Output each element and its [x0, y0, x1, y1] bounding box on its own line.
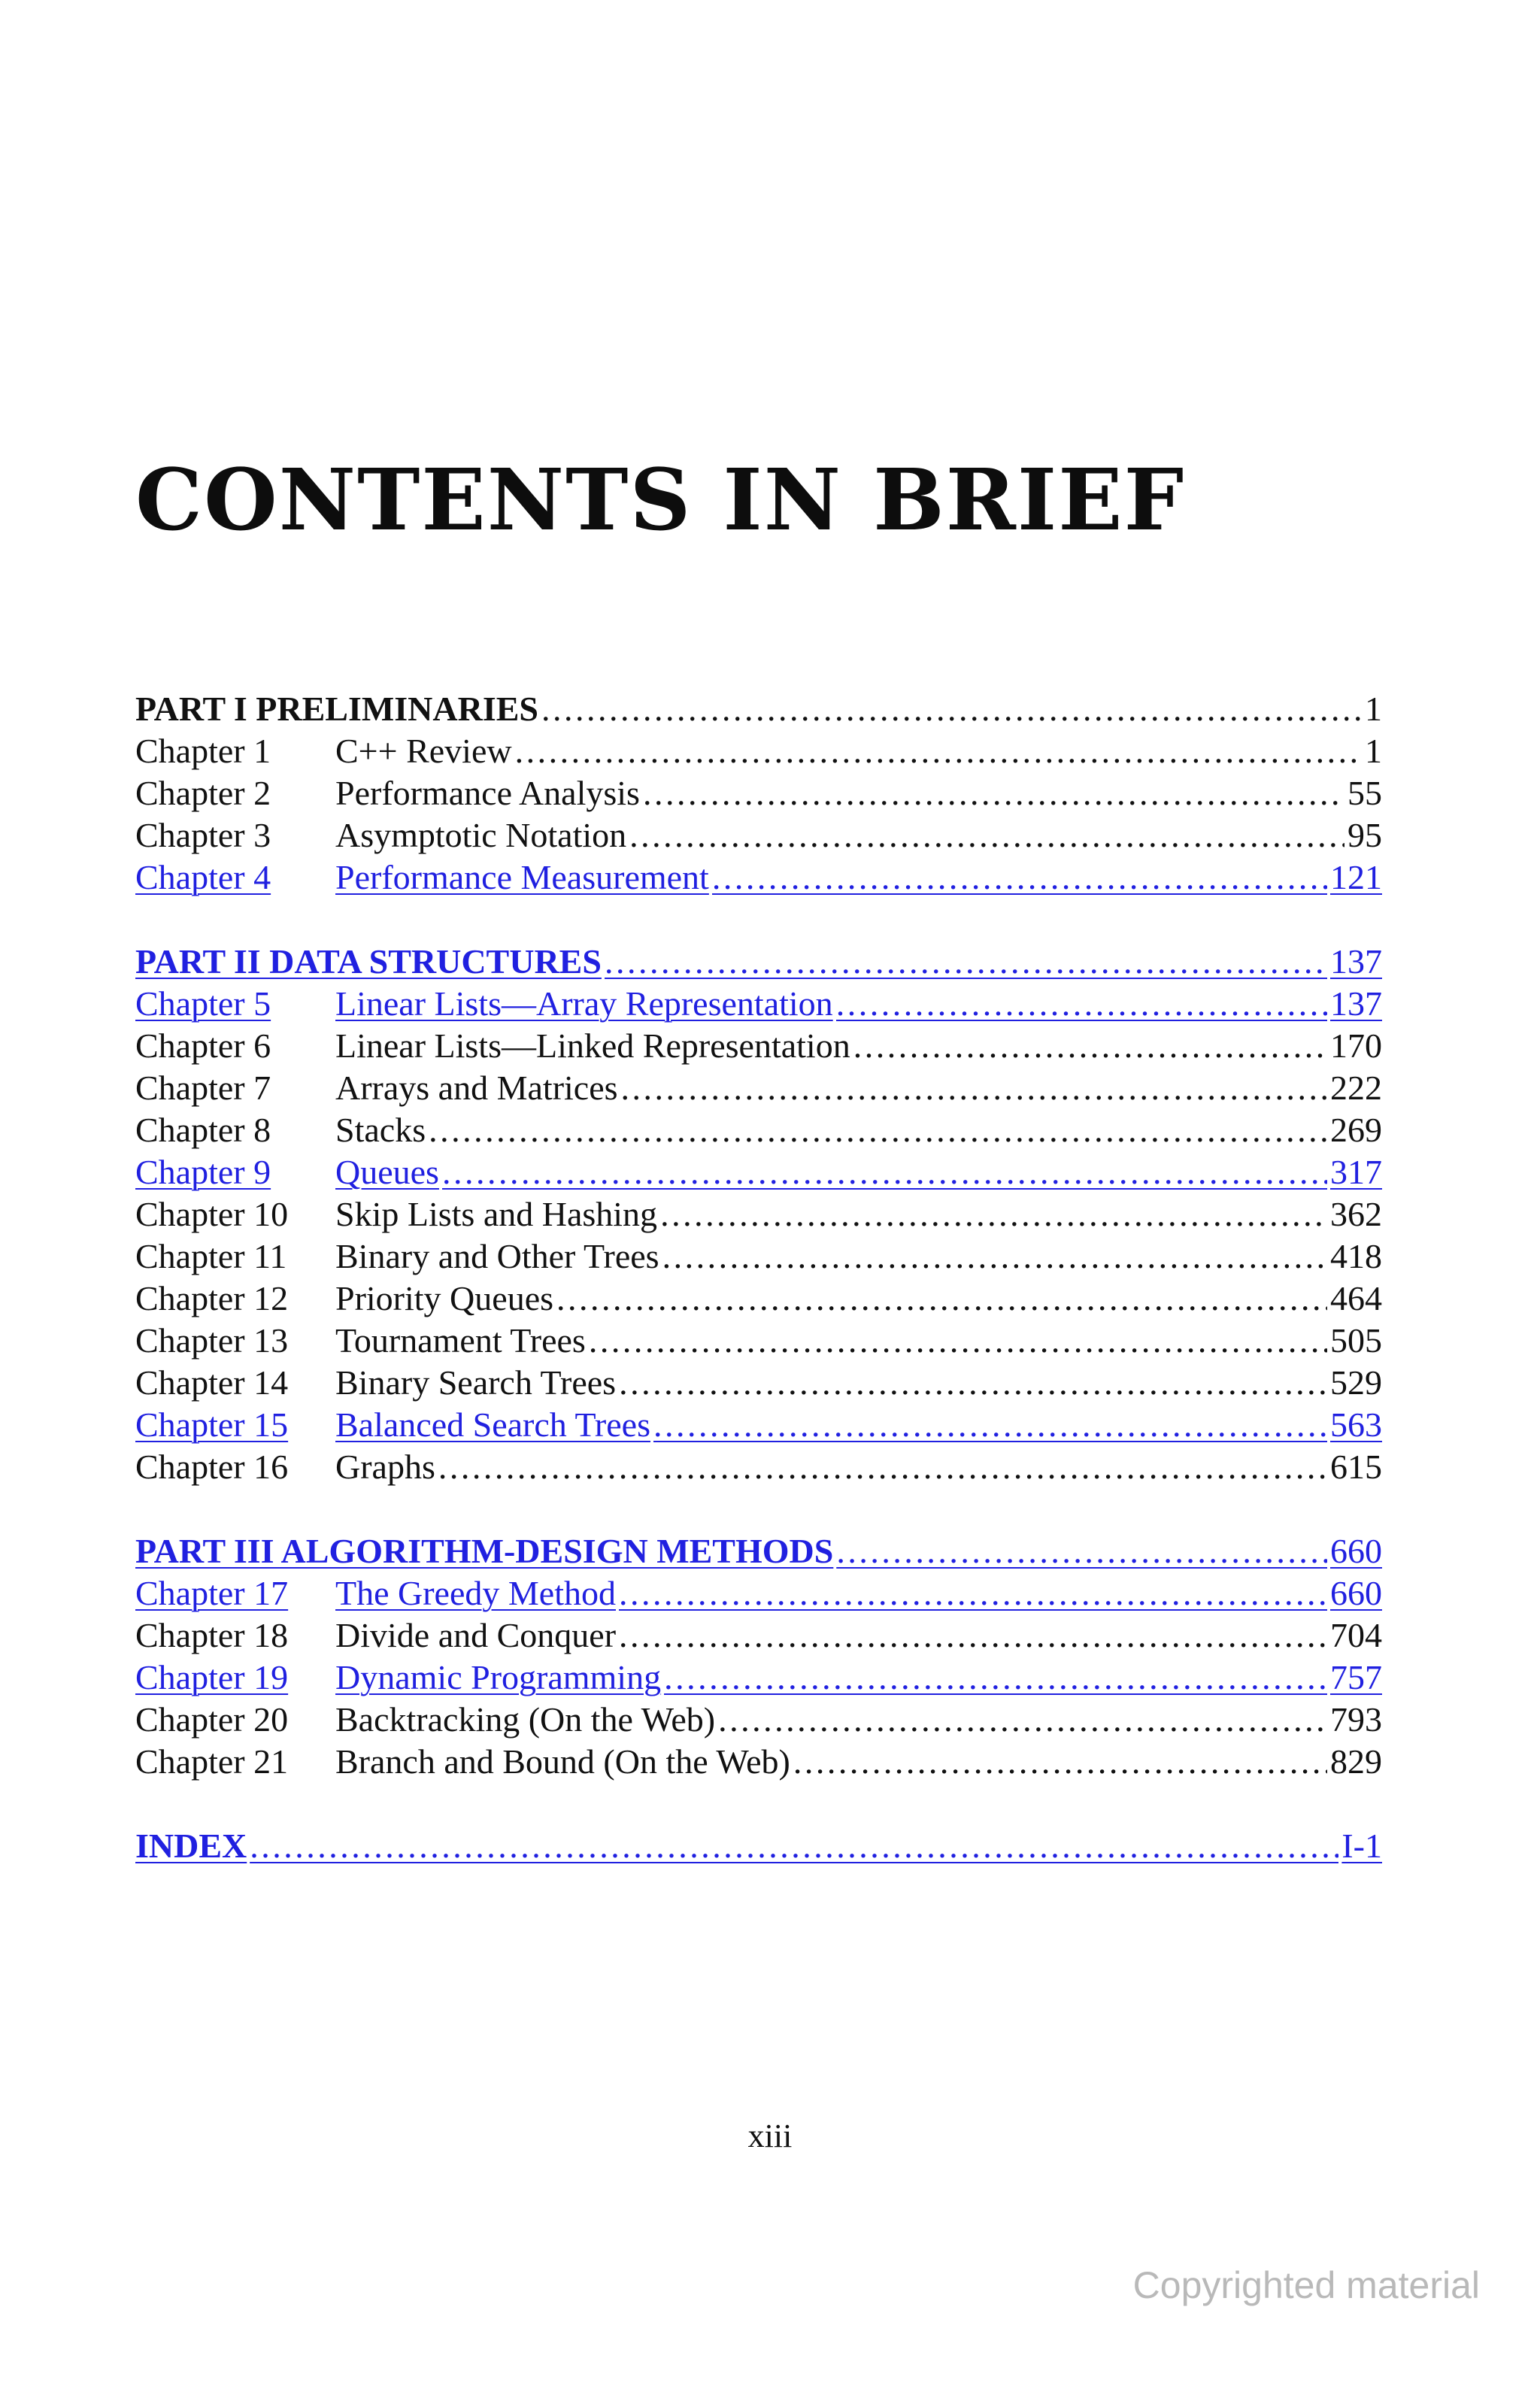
- toc-chapter-entry: [135, 1446, 1382, 1488]
- chapter-number: Chapter 16: [135, 1448, 289, 1486]
- chapter-title: Dynamic Programming: [335, 1658, 662, 1696]
- chapter-title: Asymptotic Notation: [335, 816, 627, 854]
- toc-section: [135, 1825, 1382, 1867]
- dot-leader: [853, 1025, 1327, 1067]
- toc-chapter-entry: [135, 1109, 1382, 1151]
- toc-chapter-entry[interactable]: [135, 1404, 1382, 1446]
- dot-leader: [660, 1193, 1327, 1235]
- dot-leader: [619, 1614, 1327, 1657]
- page-number-ref: I-1: [1341, 1827, 1382, 1865]
- page-number-ref: 660: [1330, 1532, 1382, 1570]
- toc-chapter-entry: [135, 1235, 1382, 1278]
- toc-chapter-entry: [135, 814, 1382, 856]
- toc-part-entry[interactable]: [135, 1530, 1382, 1572]
- dot-leader: [621, 1067, 1327, 1109]
- chapter-title: Arrays and Matrices: [335, 1069, 618, 1107]
- page-number: xiii: [747, 2118, 793, 2154]
- toc-part-entry: [135, 688, 1382, 730]
- page-number-ref: 55: [1348, 774, 1382, 812]
- chapter-title: Skip Lists and Hashing: [335, 1195, 658, 1233]
- chapter-title: Queues: [335, 1153, 439, 1191]
- chapter-number: Chapter 13: [135, 1321, 289, 1360]
- dot-leader: [836, 983, 1327, 1025]
- toc-part-entry[interactable]: [135, 1825, 1382, 1867]
- dot-leader: [662, 1235, 1327, 1278]
- chapter-number: Chapter 9: [135, 1153, 271, 1191]
- page-number-ref: 137: [1330, 984, 1382, 1023]
- chapter-title: The Greedy Method: [335, 1574, 616, 1612]
- table-of-contents: [135, 688, 1382, 1867]
- copyright-watermark: Copyrighted material: [1132, 2264, 1480, 2306]
- dot-leader: [438, 1446, 1327, 1488]
- chapter-number: Chapter 4: [135, 858, 271, 896]
- chapter-number: Chapter 15: [135, 1405, 289, 1444]
- dot-leader: [589, 1320, 1327, 1362]
- page-number-ref: 137: [1330, 942, 1382, 981]
- dot-leader: [653, 1404, 1327, 1446]
- chapter-number: Chapter 6: [135, 1026, 271, 1065]
- dot-leader: [429, 1109, 1327, 1151]
- page-number-ref: 222: [1330, 1069, 1382, 1107]
- chapter-title: Backtracking (On the Web): [335, 1700, 716, 1739]
- dot-leader: [442, 1151, 1327, 1193]
- dot-leader: [836, 1530, 1327, 1572]
- dot-leader: [541, 688, 1362, 730]
- chapter-number: Chapter 20: [135, 1700, 289, 1739]
- chapter-number: Chapter 5: [135, 984, 271, 1023]
- dot-leader: [556, 1278, 1327, 1320]
- part-title: PART I PRELIMINARIES: [135, 690, 538, 728]
- chapter-title: Linear Lists—Linked Representation: [335, 1026, 850, 1065]
- page-number-ref: 615: [1330, 1448, 1382, 1486]
- dot-leader: [515, 730, 1362, 772]
- page-number-ref: 362: [1330, 1195, 1382, 1233]
- page-number-ref: 95: [1348, 816, 1382, 854]
- chapter-title: Branch and Bound (On the Web): [335, 1742, 790, 1781]
- dot-leader: [250, 1825, 1338, 1867]
- chapter-title: Binary and Other Trees: [335, 1237, 659, 1275]
- part-title: PART II DATA STRUCTURES: [135, 942, 602, 981]
- dot-leader: [643, 772, 1344, 814]
- chapter-number: Chapter 2: [135, 774, 271, 812]
- page-number-ref: 464: [1330, 1279, 1382, 1317]
- chapter-number: Chapter 21: [135, 1742, 289, 1781]
- page-number-ref: 505: [1330, 1321, 1382, 1360]
- dot-leader: [793, 1741, 1327, 1783]
- chapter-title: Performance Analysis: [335, 774, 640, 812]
- page-number-ref: 1: [1365, 732, 1382, 770]
- chapter-number: Chapter 19: [135, 1658, 289, 1696]
- chapter-number: Chapter 1: [135, 732, 271, 770]
- dot-leader: [605, 941, 1327, 983]
- toc-chapter-entry: [135, 730, 1382, 772]
- dot-leader: [712, 856, 1327, 899]
- chapter-number: Chapter 3: [135, 816, 271, 854]
- chapter-number: Chapter 8: [135, 1111, 271, 1149]
- chapter-title: Divide and Conquer: [335, 1616, 617, 1654]
- toc-section: [135, 1530, 1382, 1783]
- chapter-title: C++ Review: [335, 732, 512, 770]
- chapter-title: Linear Lists—Array Representation: [335, 984, 833, 1023]
- part-title: PART III ALGORITHM-DESIGN METHODS: [135, 1532, 834, 1570]
- chapter-title: Balanced Search Trees: [335, 1405, 650, 1444]
- toc-chapter-entry[interactable]: [135, 1151, 1382, 1193]
- toc-part-entry[interactable]: [135, 941, 1382, 983]
- toc-chapter-entry[interactable]: [135, 1572, 1382, 1614]
- page-number-ref: 829: [1330, 1742, 1382, 1781]
- toc-chapter-entry: [135, 1025, 1382, 1067]
- page-number-ref: 704: [1330, 1616, 1382, 1654]
- dot-leader: [718, 1699, 1327, 1741]
- page-number-ref: 269: [1330, 1111, 1382, 1149]
- toc-chapter-entry[interactable]: [135, 856, 1382, 899]
- chapter-number: Chapter 7: [135, 1069, 271, 1107]
- page-number-ref: 1: [1365, 690, 1382, 728]
- chapter-number: Chapter 10: [135, 1195, 289, 1233]
- page-number-ref: 121: [1330, 858, 1382, 896]
- chapter-number: Chapter 12: [135, 1279, 289, 1317]
- toc-chapter-entry: [135, 1614, 1382, 1657]
- chapter-number: Chapter 18: [135, 1616, 289, 1654]
- chapter-title: Stacks: [335, 1111, 426, 1149]
- dot-leader: [664, 1657, 1327, 1699]
- page-number-ref: 170: [1330, 1026, 1382, 1065]
- dot-leader: [629, 814, 1344, 856]
- toc-chapter-entry: [135, 1320, 1382, 1362]
- page-number-ref: 563: [1330, 1405, 1382, 1444]
- page-title: CONTENTS IN BRIEF: [135, 451, 1186, 550]
- chapter-number: Chapter 14: [135, 1363, 289, 1402]
- chapter-title: Priority Queues: [335, 1279, 554, 1317]
- part-title: INDEX: [135, 1827, 247, 1865]
- chapter-title: Binary Search Trees: [335, 1363, 617, 1402]
- toc-chapter-entry[interactable]: [135, 1657, 1382, 1699]
- dot-leader: [619, 1362, 1327, 1404]
- chapter-number: Chapter 17: [135, 1574, 289, 1612]
- toc-chapter-entry: [135, 1193, 1382, 1235]
- chapter-title: Performance Measurement: [335, 858, 709, 896]
- dot-leader: [619, 1572, 1327, 1614]
- chapter-title: Tournament Trees: [335, 1321, 586, 1360]
- toc-section: [135, 941, 1382, 1488]
- toc-chapter-entry: [135, 1741, 1382, 1783]
- toc-chapter-entry: [135, 1278, 1382, 1320]
- chapter-title: Graphs: [335, 1448, 435, 1486]
- page-number-ref: 418: [1330, 1237, 1382, 1275]
- chapter-number: Chapter 11: [135, 1237, 287, 1275]
- page-number-ref: 317: [1330, 1153, 1382, 1191]
- page-number-ref: 529: [1330, 1363, 1382, 1402]
- toc-section: [135, 688, 1382, 899]
- toc-chapter-entry: [135, 1362, 1382, 1404]
- page-number-ref: 757: [1330, 1658, 1382, 1696]
- page-number-ref: 793: [1330, 1700, 1382, 1739]
- toc-chapter-entry[interactable]: [135, 983, 1382, 1025]
- toc-chapter-entry: [135, 1699, 1382, 1741]
- page-number-ref: 660: [1330, 1574, 1382, 1612]
- toc-chapter-entry: [135, 772, 1382, 814]
- toc-chapter-entry: [135, 1067, 1382, 1109]
